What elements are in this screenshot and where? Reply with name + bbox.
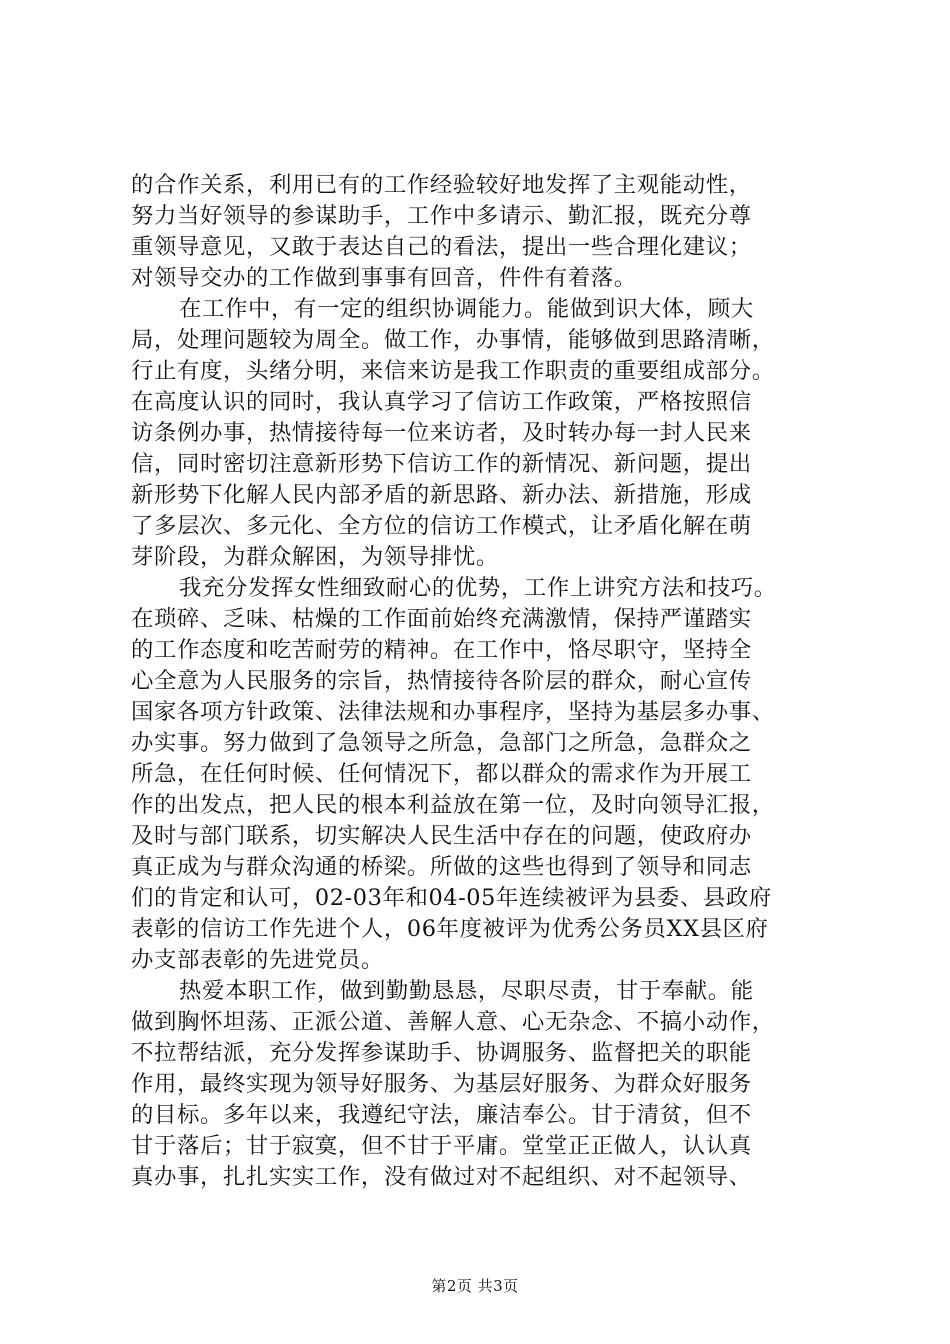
text-line: 努力当好领导的参谋助手，工作中多请示、勤汇报，既充分尊 xyxy=(131,203,752,229)
text-line: 心全意为人民服务的宗旨，热情接待各阶层的群众，耐心宣传 xyxy=(131,668,752,694)
text-line: 的合作关系，利用已有的工作经验较好地发挥了主观能动性， xyxy=(131,172,752,198)
text-line: 不拉帮结派，充分发挥参谋助手、协调服务、监督把关的职能 xyxy=(131,1040,752,1066)
text-line: 的目标。多年以来，我遵纪守法，廉洁奉公。甘于清贫，但不 xyxy=(131,1102,752,1128)
text-line: 作用，最终实现为领导好服务、为基层好服务、为群众好服务 xyxy=(131,1071,752,1097)
body-text xyxy=(131,170,831,1193)
text-line: 办实事。努力做到了急领导之所急，急部门之所急，急群众之 xyxy=(131,730,752,756)
text-line: 局，处理问题较为周全。做工作，办事情，能够做到思路清晰， xyxy=(131,327,775,353)
text-line: 们的肯定和认可，02-03年和04-05年连续被评为县委、县政府 xyxy=(131,885,772,911)
paragraph-first-line: 热爱本职工作，做到勤勤恳恳，尽职尽责，甘于奉献。能 xyxy=(179,978,754,1004)
paragraph-first-line: 我充分发挥女性细致耐心的优势，工作上讲究方法和技巧。 xyxy=(179,575,777,601)
text-line: 作的出发点，把人民的根本利益放在第一位，及时向领导汇报， xyxy=(131,792,775,818)
text-line: 信，同时密切注意新形势下信访工作的新情况、新问题，提出 xyxy=(131,451,752,477)
text-line: 行止有度，头绪分明，来信来访是我工作职责的重要组成部分。 xyxy=(131,358,775,384)
text-line: 真办事，扎扎实实工作，没有做过对不起组织、对不起领导、 xyxy=(131,1164,752,1190)
text-line: 及时与部门联系，切实解决人民生活中存在的问题，使政府办 xyxy=(131,823,752,849)
text-line: 了多层次、多元化、全方位的信访工作模式，让矛盾化解在萌 xyxy=(131,513,752,539)
text-line: 表彰的信访工作先进个人，06年度被评为优秀公务员XX县区府 xyxy=(131,916,769,942)
text-line: 甘于落后；甘于寂寞，但不甘于平庸。堂堂正正做人，认认真 xyxy=(131,1133,752,1159)
text-line: 访条例办事，热情接待每一位来访者，及时转办每一封人民来 xyxy=(131,420,752,446)
text-line: 所急，在任何时候、任何情况下，都以群众的需求作为开展工 xyxy=(131,761,752,787)
text-line: 在琐碎、乏味、枯燥的工作面前始终充满激情，保持严谨踏实 xyxy=(131,606,752,632)
text-line: 芽阶段，为群众解困，为领导排忧。 xyxy=(131,544,499,570)
text-line: 真正成为与群众沟通的桥梁。所做的这些也得到了领导和同志 xyxy=(131,854,752,880)
text-line: 做到胸怀坦荡、正派公道、善解人意、心无杂念、不搞小动作， xyxy=(131,1009,775,1035)
text-line: 在高度认识的同时，我认真学习了信访工作政策，严格按照信 xyxy=(131,389,752,415)
text-line: 对领导交办的工作做到事事有回音，件件有着落。 xyxy=(131,265,637,291)
text-line: 新形势下化解人民内部矛盾的新思路、新办法、新措施，形成 xyxy=(131,482,752,508)
paragraph-first-line: 在工作中，有一定的组织协调能力。能做到识大体，顾大 xyxy=(179,296,754,322)
text-line: 办支部表彰的先进党员。 xyxy=(131,947,384,973)
page-number-footer: 第2页 共3页 xyxy=(431,1277,519,1295)
text-line: 的工作态度和吃苦耐劳的精神。在工作中，恪尽职守，坚持全 xyxy=(131,637,752,663)
text-line: 重领导意见，又敢于表达自己的看法，提出一些合理化建议； xyxy=(131,234,752,260)
text-line: 国家各项方针政策、法律法规和办事程序，坚持为基层多办事、 xyxy=(131,699,775,725)
